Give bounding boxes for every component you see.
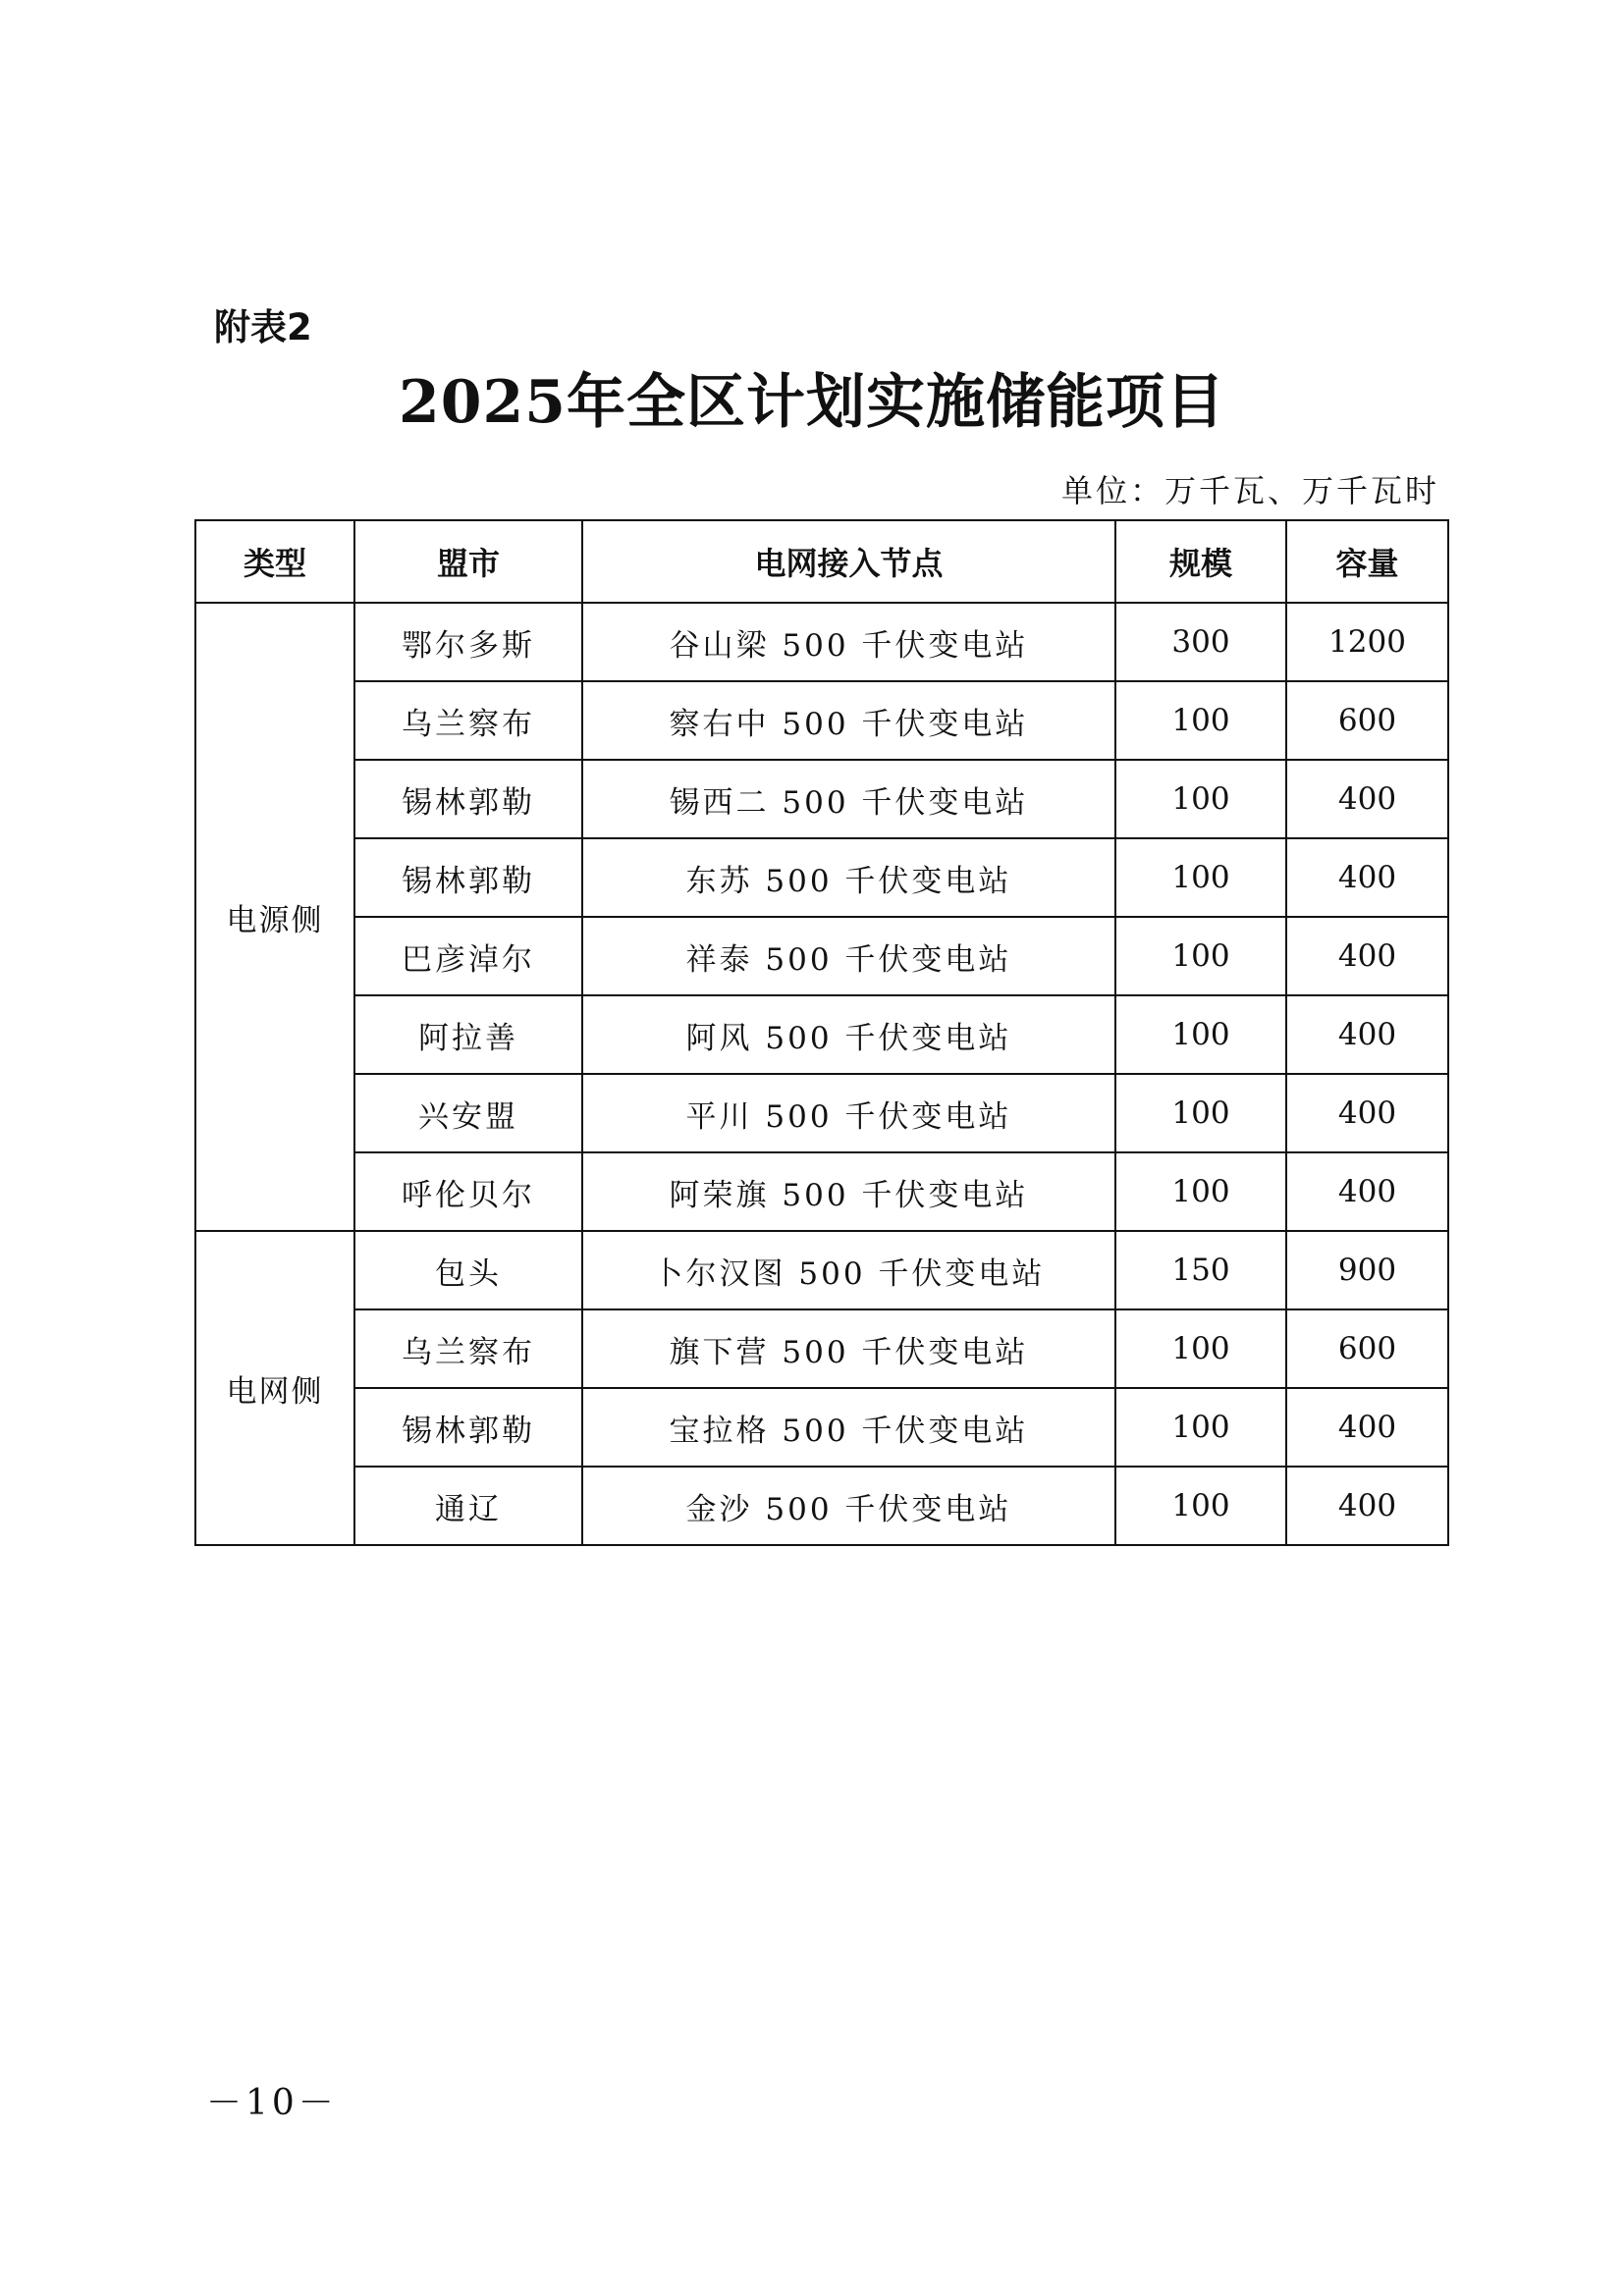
column-header-type: 类型	[195, 520, 354, 603]
scale-cell: 100	[1115, 1152, 1286, 1231]
capacity-cell: 400	[1286, 1152, 1448, 1231]
capacity-cell: 600	[1286, 1309, 1448, 1388]
storage-projects-table	[194, 519, 1449, 1546]
city-cell: 阿拉善	[354, 995, 582, 1074]
node-cell: 谷山梁 500 千伏变电站	[582, 603, 1115, 681]
capacity-cell: 400	[1286, 838, 1448, 917]
capacity-cell: 400	[1286, 995, 1448, 1074]
node-cell: 平川 500 千伏变电站	[582, 1074, 1115, 1152]
scale-cell: 100	[1115, 760, 1286, 838]
node-cell: 阿荣旗 500 千伏变电站	[582, 1152, 1115, 1231]
table-row	[195, 1231, 1448, 1309]
column-header-capacity: 容量	[1286, 520, 1448, 603]
node-cell: 察右中 500 千伏变电站	[582, 681, 1115, 760]
table-row	[195, 1309, 1448, 1388]
attachment-label: 附表2	[214, 306, 312, 348]
capacity-cell: 400	[1286, 1467, 1448, 1545]
table-row	[195, 995, 1448, 1074]
city-cell: 锡林郭勒	[354, 760, 582, 838]
scale-cell: 100	[1115, 917, 1286, 995]
city-cell: 锡林郭勒	[354, 1388, 582, 1467]
page-number: －10－	[206, 2083, 338, 2123]
capacity-cell: 400	[1286, 760, 1448, 838]
city-cell: 锡林郭勒	[354, 838, 582, 917]
table-row	[195, 1467, 1448, 1545]
city-cell: 通辽	[354, 1467, 582, 1545]
table-row	[195, 760, 1448, 838]
page-title: 2025年全区计划实施储能项目	[399, 368, 1225, 437]
column-header-scale: 规模	[1115, 520, 1286, 603]
table-row	[195, 1152, 1448, 1231]
table-row	[195, 838, 1448, 917]
table-row	[195, 917, 1448, 995]
city-cell: 呼伦贝尔	[354, 1152, 582, 1231]
capacity-cell: 1200	[1286, 603, 1448, 681]
capacity-cell: 400	[1286, 1074, 1448, 1152]
category-cell: 电源侧	[195, 603, 354, 1231]
scale-cell: 100	[1115, 1309, 1286, 1388]
category-cell: 电网侧	[195, 1231, 354, 1545]
table-row	[195, 603, 1448, 681]
city-cell: 包头	[354, 1231, 582, 1309]
table-row	[195, 1074, 1448, 1152]
table-row	[195, 681, 1448, 760]
table-body	[195, 603, 1448, 1545]
city-cell: 兴安盟	[354, 1074, 582, 1152]
capacity-cell: 600	[1286, 681, 1448, 760]
scale-cell: 150	[1115, 1231, 1286, 1309]
node-cell: 东苏 500 千伏变电站	[582, 838, 1115, 917]
city-cell: 巴彦淖尔	[354, 917, 582, 995]
city-cell: 乌兰察布	[354, 681, 582, 760]
table-header-row	[195, 520, 1448, 603]
node-cell: 阿风 500 千伏变电站	[582, 995, 1115, 1074]
capacity-cell: 400	[1286, 917, 1448, 995]
scale-cell: 100	[1115, 1467, 1286, 1545]
scale-cell: 100	[1115, 1388, 1286, 1467]
table-row	[195, 1388, 1448, 1467]
scale-cell: 100	[1115, 838, 1286, 917]
node-cell: 卜尔汉图 500 千伏变电站	[582, 1231, 1115, 1309]
scale-cell: 100	[1115, 995, 1286, 1074]
scale-cell: 100	[1115, 1074, 1286, 1152]
capacity-cell: 900	[1286, 1231, 1448, 1309]
node-cell: 旗下营 500 千伏变电站	[582, 1309, 1115, 1388]
node-cell: 祥泰 500 千伏变电站	[582, 917, 1115, 995]
unit-note: 单位：万千瓦、万千瓦时	[1060, 472, 1439, 509]
node-cell: 金沙 500 千伏变电站	[582, 1467, 1115, 1545]
city-cell: 乌兰察布	[354, 1309, 582, 1388]
node-cell: 锡西二 500 千伏变电站	[582, 760, 1115, 838]
column-header-node: 电网接入节点	[582, 520, 1115, 603]
scale-cell: 100	[1115, 681, 1286, 760]
city-cell: 鄂尔多斯	[354, 603, 582, 681]
capacity-cell: 400	[1286, 1388, 1448, 1467]
column-header-city: 盟市	[354, 520, 582, 603]
scale-cell: 300	[1115, 603, 1286, 681]
node-cell: 宝拉格 500 千伏变电站	[582, 1388, 1115, 1467]
